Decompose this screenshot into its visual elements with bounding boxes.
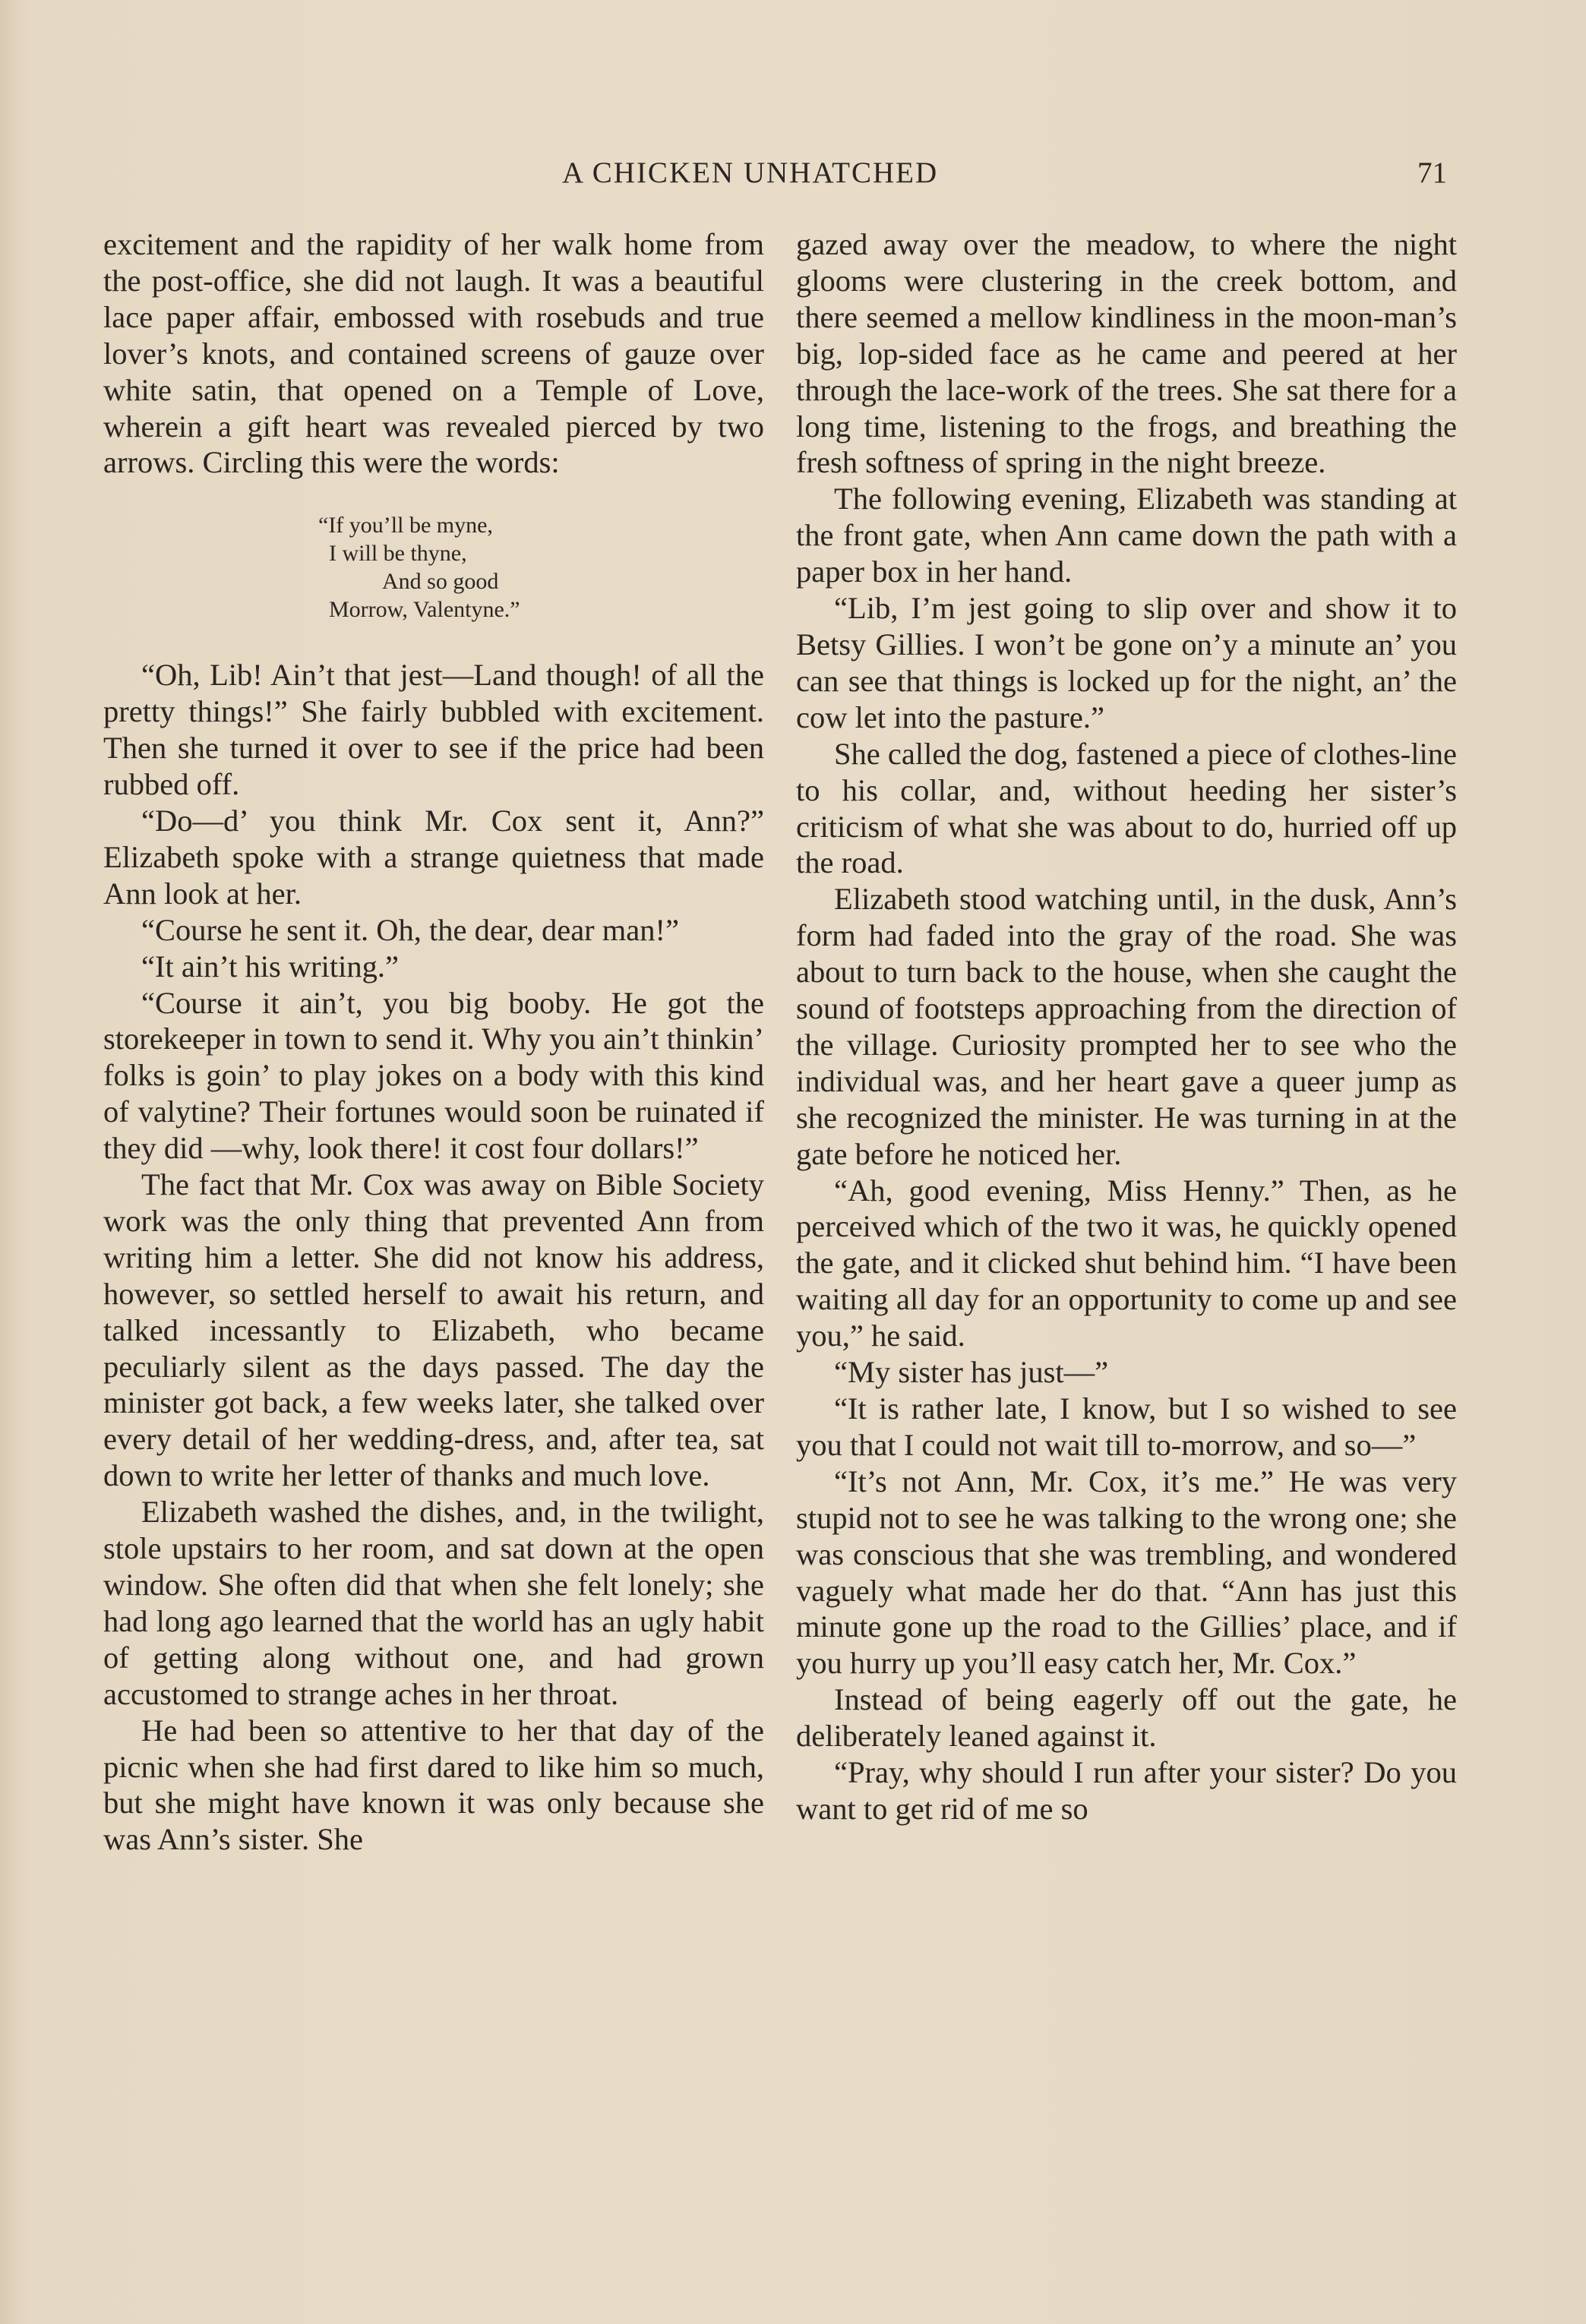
verse-line: And so good: [382, 569, 499, 595]
page-number: 71: [1417, 156, 1447, 189]
verse-line: “If you’ll be myne,: [318, 513, 493, 538]
paragraph: Instead of being eagerly off out the gate, he deliberately leaned against it.: [796, 1682, 1457, 1754]
verse-line: I will be thyne,: [329, 541, 467, 567]
paragraph: Elizabeth washed the dishes, and, in the twilight, stole upstairs to her room, and sat down at the open window. She often did that when she felt lonely; she had long ago learned that the world has an ugly habit of getting along without one, and had grown accustomed to strange aches in her throat.: [103, 1495, 764, 1711]
paragraph: “It is rather late, I know, but I so wished to see you that I could not wait till to-morrow, and so—”: [796, 1391, 1457, 1462]
paragraph: Elizabeth stood watching until, in the dusk, Ann’s form had faded into the gray of the road. She was about to turn back to the house, when she caught the sound of footsteps approaching from the direction of the village. Curiosity prompted her to see who the individual was, and her heart gave a queer jump as she recognized the minister. He was turning in at the gate before he noticed her.: [796, 882, 1457, 1171]
paragraph: “It ain’t his writing.”: [141, 949, 399, 984]
paragraph: “Do—d’ you think Mr. Cox sent it, Ann?” Elizabeth spoke with a strange quietness that made Ann look at her.: [103, 803, 764, 911]
paragraph: “Course it ain’t, you big booby. He got the storekeeper in town to send it. Why you ain’t thinkin’ folks is goin’ to play jokes on a body with this kind of valytine? Their fortunes would soon be ruinated if they did —why, look there! it cost four dollars!”: [103, 985, 764, 1166]
page-header: [0, 156, 1586, 201]
paragraph: “My sister has just—”: [834, 1355, 1109, 1390]
valentine-verse: [318, 511, 764, 624]
paragraph: gazed away over the meadow, to where the night glooms were clustering in the creek bottom, and there seemed a mellow kindliness in the moon-man’s big, lop-sided face as he came and peered at her through the lace-work of the trees. She sat there for a long time, listening to the frogs, and breathing the fresh softness of spring in the night breeze.: [796, 227, 1457, 480]
paragraph: excitement and the rapidity of her walk home from the post-office, she did not laugh. It was a beautiful lace paper affair, embossed with rosebuds and true lover’s knots, and contained screens of gauze over white satin, that opened on a Temple of Love, wherein a gift heart was revealed pierced by two arrows. Circling this were the words:: [103, 227, 764, 480]
left-column: [103, 226, 764, 1858]
paragraph: “Oh, Lib! Ain’t that jest—Land though! of all the pretty things!” She fairly bubbled with excitement. Then she turned it over to see if the price had been rubbed off.: [103, 658, 764, 802]
paragraph: “Course he sent it. Oh, the dear, dear man!”: [141, 912, 679, 947]
running-title: A CHICKEN UNHATCHED: [562, 156, 939, 189]
paragraph: “It’s not Ann, Mr. Cox, it’s me.” He was very stupid not to see he was talking to the wrong one; she was conscious that she was trembling, and wondered vaguely what made her do that. “Ann has just this minute gone up the road to the Gillies’ place, and if you hurry up you’ll easy catch her, Mr. Cox.”: [796, 1464, 1457, 1681]
paragraph: “Ah, good evening, Miss Henny.” Then, as he perceived which of the two it was, he quickly opened the gate, and it clicked shut behind him. “I have been waiting all day for an opportunity to come up and see you,” he said.: [796, 1173, 1457, 1353]
paragraph: “Lib, I’m jest going to slip over and show it to Betsy Gillies. I won’t be gone on’y a minute an’ you can see that things is locked up for the night, an’ the cow let into the pasture.”: [796, 591, 1457, 734]
paragraph: The following evening, Elizabeth was standing at the front gate, when Ann came down the path with a paper box in her hand.: [796, 482, 1457, 589]
paragraph: He had been so attentive to her that day of the picnic when she had first dared to like him so much, but she might have known it was only because she was Ann’s sister. She: [103, 1713, 764, 1857]
right-column: [796, 226, 1457, 1827]
paragraph: The fact that Mr. Cox was away on Bible Society work was the only thing that prevented Ann from writing him a letter. She did not know his address, however, so settled herself to await his return, and talked incessantly to Elizabeth, who became peculiarly silent as the days passed. The day the minister got back, a few weeks later, she talked over every detail of her wedding-dress, and, after tea, sat down to write her letter of thanks and much love.: [103, 1167, 764, 1493]
paragraph: “Pray, why should I run after your sister? Do you want to get rid of me so: [796, 1755, 1457, 1826]
paragraph: She called the dog, fastened a piece of clothes-line to his collar, and, without heeding her sister’s criticism of what she was about to do, hurried off up the road.: [796, 736, 1457, 880]
verse-line: Morrow, Valentyne.”: [329, 597, 520, 623]
